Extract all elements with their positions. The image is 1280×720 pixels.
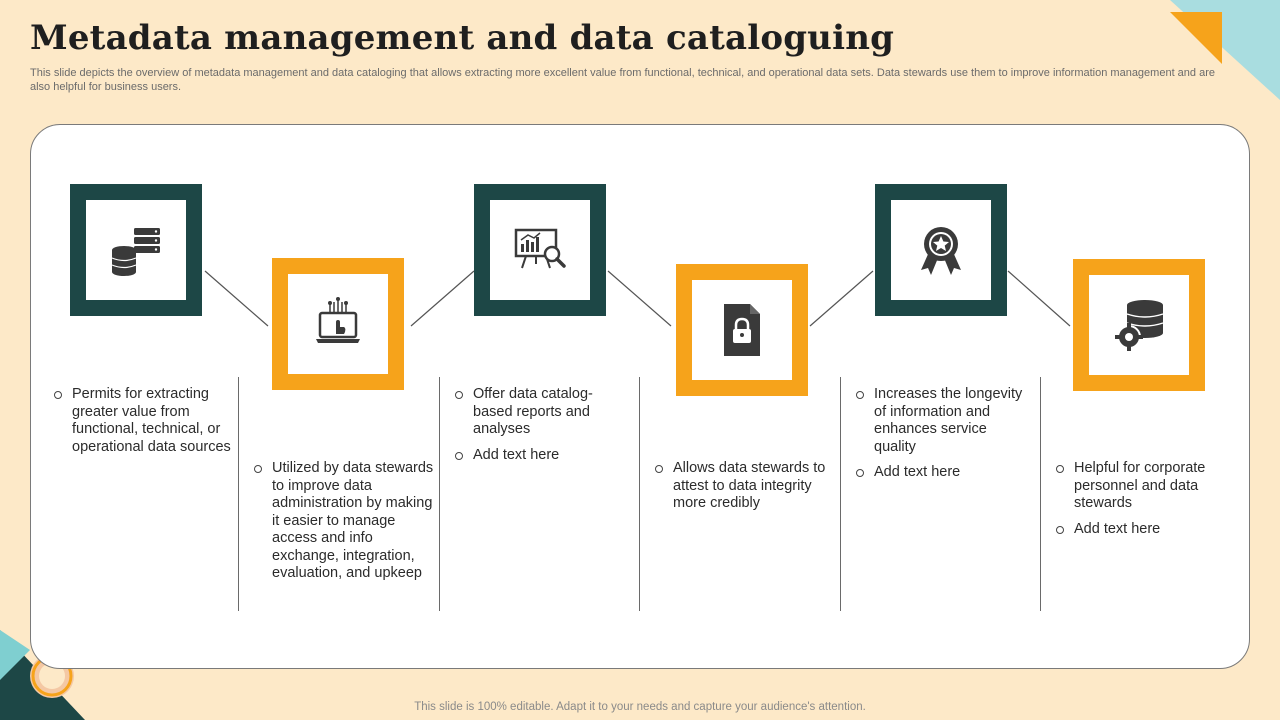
step-1-tile (70, 184, 202, 316)
divider-line (840, 377, 841, 611)
step-1-text (54, 386, 234, 464)
step-2-text (254, 460, 434, 591)
database-gear-icon (1109, 295, 1169, 355)
bullet-item: Allows data stewards to attest to data integrity more credibly (655, 460, 835, 513)
step-4-tile (676, 264, 808, 396)
bullet-item: Helpful for corporate personnel and data stewards (1056, 460, 1226, 513)
step-5-text (856, 386, 1031, 490)
divider-line (439, 377, 440, 611)
database-server-icon (106, 220, 166, 280)
step-6-text (1056, 460, 1226, 546)
locked-file-icon (712, 300, 772, 360)
step-3-tile (474, 184, 606, 316)
bullet-item: Add text here (455, 447, 615, 465)
divider-line (1040, 377, 1041, 611)
laptop-touch-icon (308, 294, 368, 354)
bullet-item: Permits for extracting greater value from functional, technical, or operational data sources (54, 386, 234, 456)
bullet-item: Utilized by data stewards to improve data administration by making it easier to manage access and info exchange, integration, evaluation, and upkeep (254, 460, 434, 583)
page-title: Metadata management and data cataloguing (30, 18, 895, 58)
step-5-tile (875, 184, 1007, 316)
bullet-item: Add text here (856, 464, 1031, 482)
bullet-item: Add text here (1056, 521, 1226, 539)
bullet-item: Increases the longevity of information and enhances service quality (856, 386, 1031, 456)
page-subtitle: This slide depicts the overview of metadata management and data cataloging that allows extracting more excellent value from functional, technical, and operational data sets. Data stewards use them to improve information management and are also helpful for business users. (30, 67, 1215, 93)
step-3-text (455, 386, 615, 472)
step-6-tile (1073, 259, 1205, 391)
step-2-tile (272, 258, 404, 390)
presentation-analysis-icon (510, 220, 570, 280)
step-4-text (655, 460, 835, 521)
award-badge-icon (911, 220, 971, 280)
divider-line (639, 377, 640, 611)
bullet-item: Offer data catalog- based reports and analyses (455, 386, 615, 439)
divider-line (238, 377, 239, 611)
footer-note: This slide is 100% editable. Adapt it to your needs and capture your audience's attention. (414, 701, 866, 713)
